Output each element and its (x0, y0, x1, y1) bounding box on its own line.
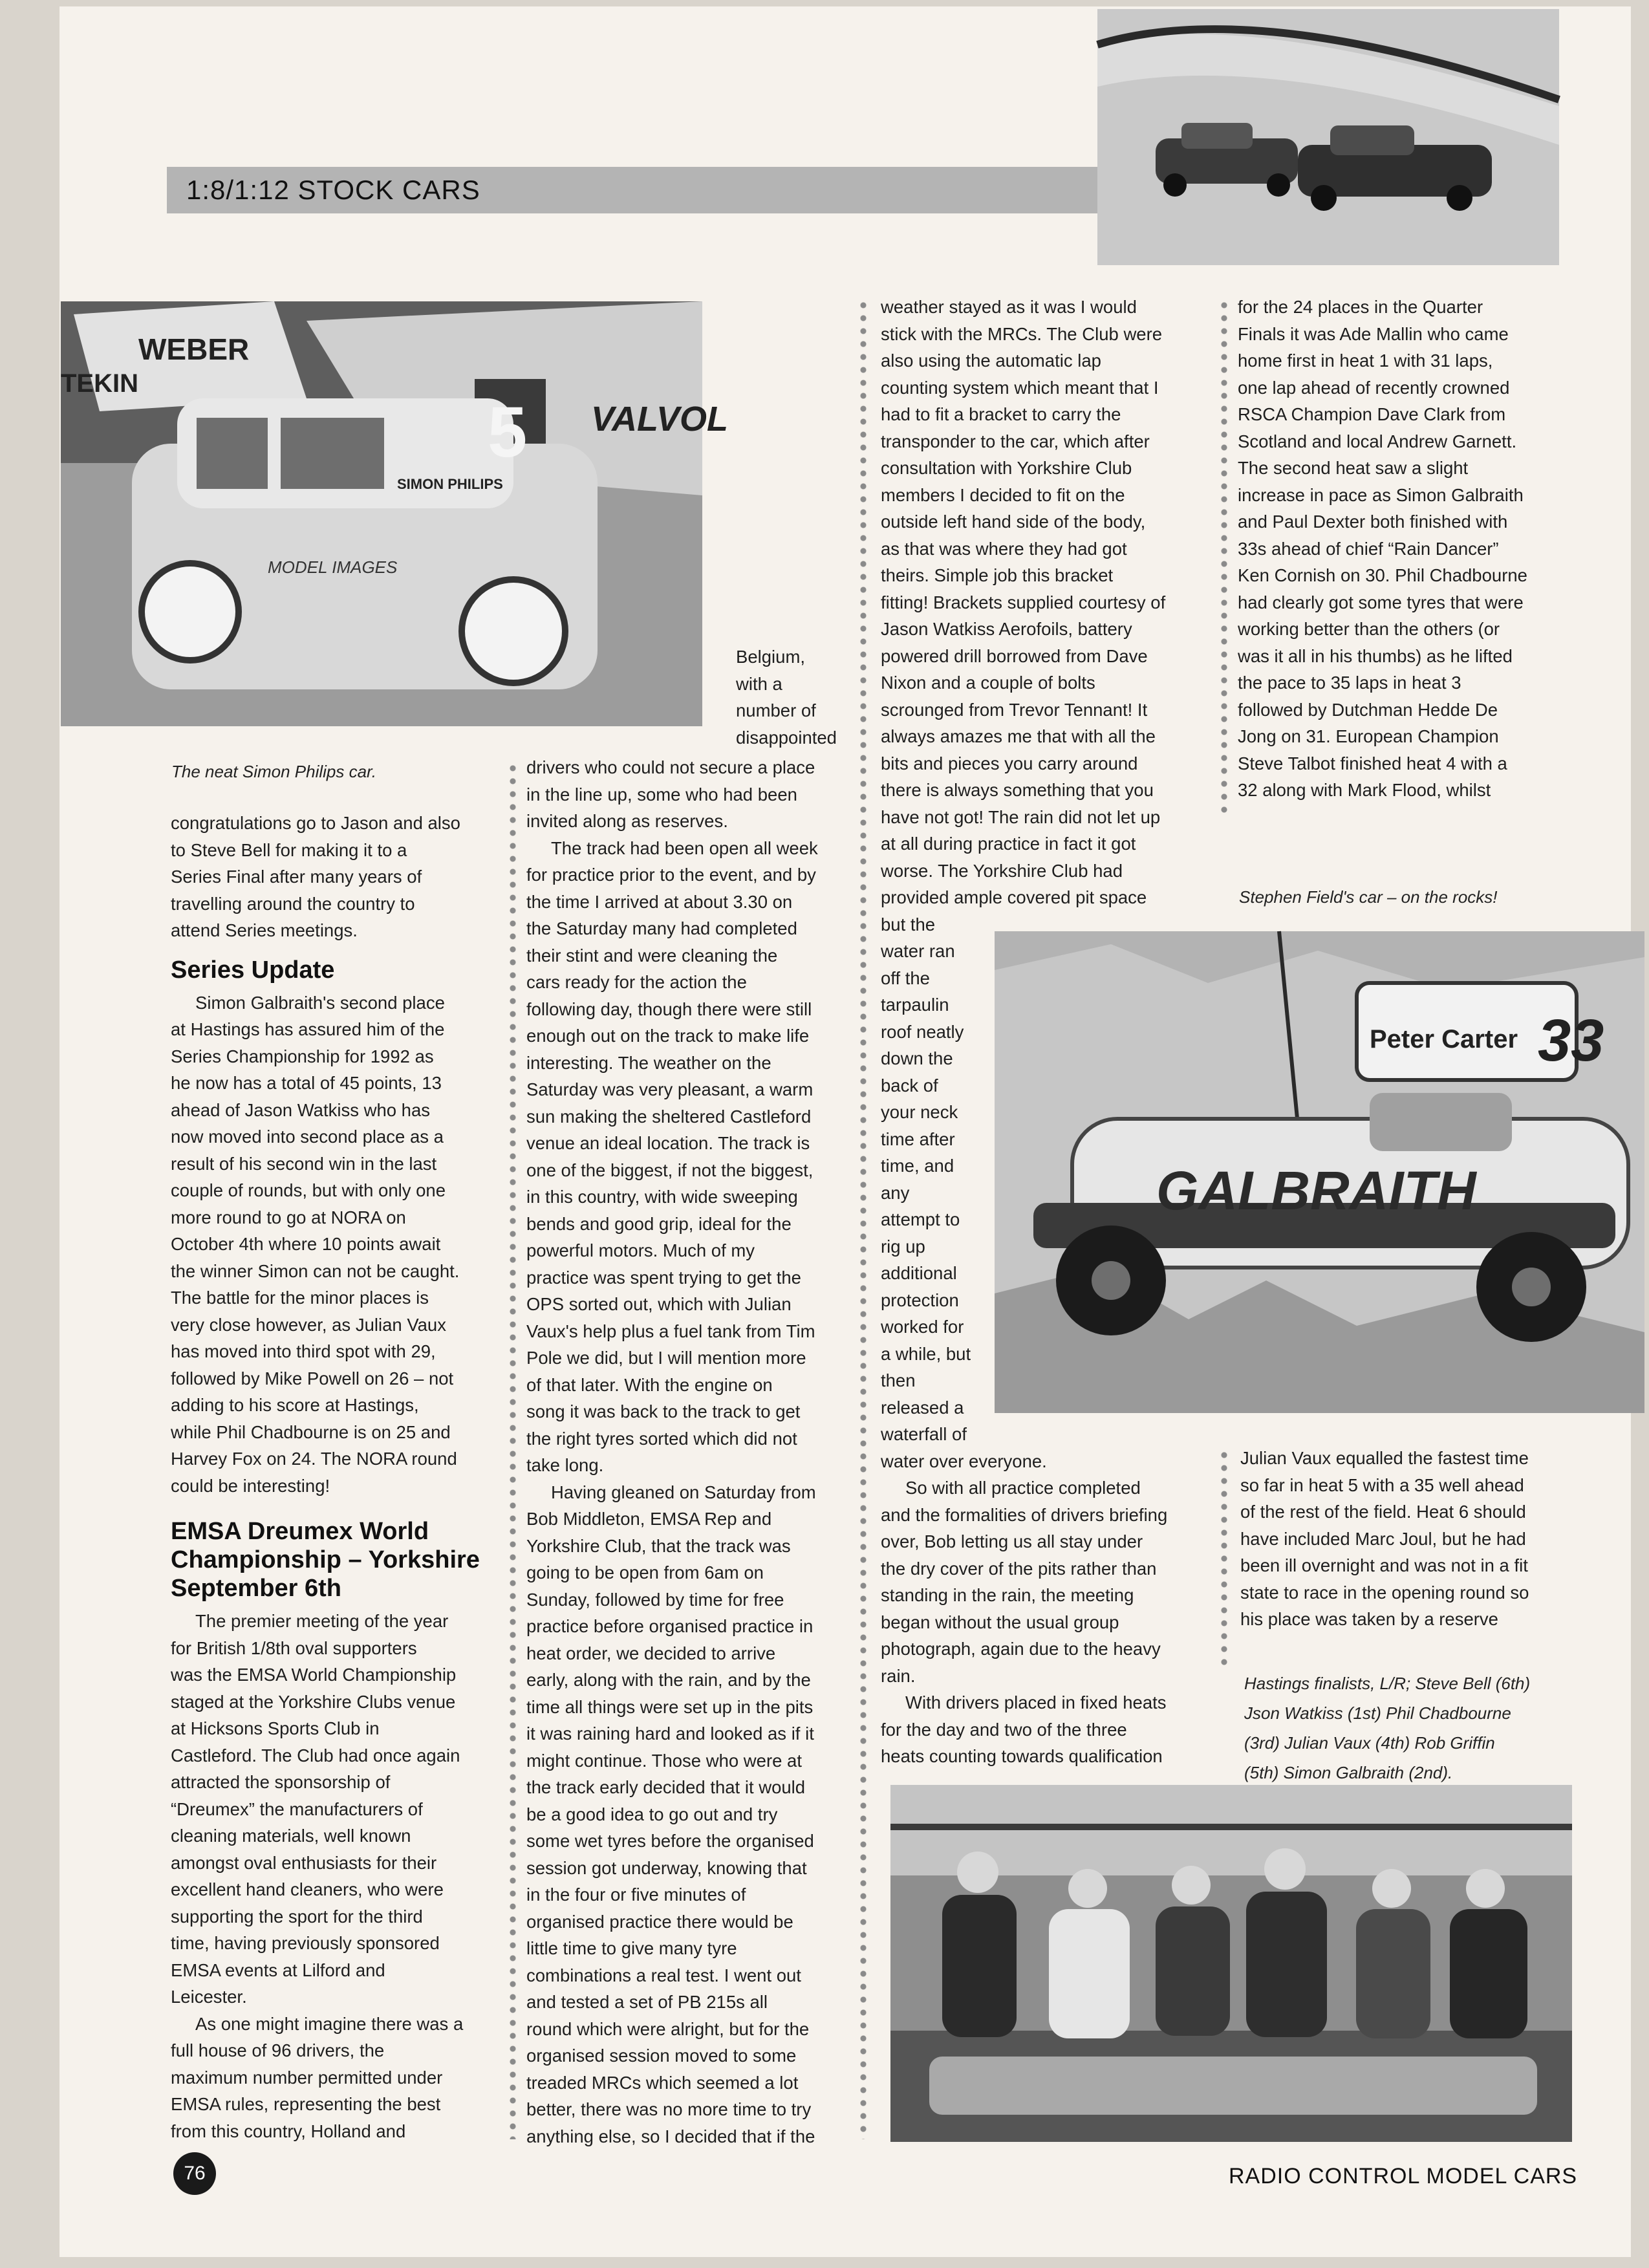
model-images-decal: MODEL IMAGES (268, 557, 398, 577)
text-line: while Phil Chadbourne is on 25 and (171, 1421, 451, 1442)
text-line: powered drill borrowed from Dave (881, 645, 1148, 666)
text-line: followed by Dutchman Hedde De (1238, 699, 1498, 720)
text-line: Series Championship for 1992 as (171, 1046, 434, 1066)
emsa-heading-line: Championship – Yorkshire (171, 1546, 480, 1573)
text-line: RSCA Champion Dave Clark from (1238, 404, 1506, 424)
text-line: his place was taken by a reserve (1240, 1609, 1498, 1629)
text-line: practice was spent trying to get the (526, 1267, 801, 1288)
text-line: and Paul Dexter both finished with (1238, 512, 1508, 532)
text-line: supporting the sport for the third (171, 1906, 423, 1927)
text-line: a while, but (881, 1343, 971, 1364)
text-line: Sunday, followed by time for free (526, 1589, 784, 1610)
text-line: has moved into third spot with 29, (171, 1341, 436, 1361)
text-line: state to race in the opening round so (1240, 1582, 1529, 1603)
weber-decal: WEBER (138, 332, 250, 366)
text-line: Vaux's help plus a fuel tank from Tim (526, 1321, 815, 1341)
text-line: Bob Middleton, EMSA Rep and (526, 1509, 772, 1529)
text-line: with a (736, 673, 782, 694)
emsa-heading-line: EMSA Dreumex World (171, 1518, 429, 1545)
text-line: So with all practice completed (905, 1478, 1141, 1498)
text-line: anything else, so I decided that if the (526, 2126, 815, 2146)
text-line: Leicester. (171, 1987, 247, 2007)
text-line: attend Series meetings. (171, 920, 358, 940)
text-line: additional (881, 1263, 957, 1283)
text-line: the time I arrived at about 3.30 on (526, 891, 793, 912)
text-line: of the rest of the field. Heat 6 should (1240, 1502, 1526, 1522)
text-line: as that was where they had got (881, 538, 1127, 559)
column-separator-2 (860, 299, 867, 2139)
text-line: ahead of Jason Watkiss who has (171, 1099, 431, 1120)
text-line: early, along with the rain, and by the (526, 1670, 811, 1690)
text-line: attempt to (881, 1209, 960, 1229)
text-line: and tested a set of PB 215s all (526, 1992, 768, 2012)
text-line: back of (881, 1075, 938, 1096)
text-line: round which were alright, but for the (526, 2018, 810, 2039)
text-line: in the four or five minutes of (526, 1885, 746, 1905)
text-line: time after (881, 1129, 955, 1149)
text-line: little time to give many tyre (526, 1938, 737, 1958)
text-line: travelling around the country to (171, 893, 415, 914)
caption-stephen-field: Stephen Field's car – on the rocks! (1239, 887, 1498, 907)
column-2 (526, 754, 856, 2150)
caption-line: (5th) Simon Galbraith (2nd). (1244, 1763, 1453, 1782)
magazine-name: RADIO CONTROL MODEL CARS (1229, 2164, 1578, 2188)
text-line: so far in heat 5 with a 35 well ahead (1240, 1474, 1524, 1495)
text-line: practice before organised practice in (526, 1616, 814, 1636)
text-line: to Steve Bell for making it to a (171, 839, 407, 860)
text-line: released a (881, 1397, 964, 1418)
text-line: take long. (526, 1455, 604, 1475)
text-line: time, having previously sponsored (171, 1933, 440, 1953)
text-line: off the (881, 967, 930, 988)
text-line: at Hastings has assured him of the (171, 1019, 445, 1039)
text-line: began without the usual group (881, 1612, 1119, 1632)
text-line: Nixon and a couple of bolts (881, 673, 1095, 693)
text-line: Jong on 31. European Champion (1238, 726, 1499, 746)
text-line: photograph, again due to the heavy (881, 1639, 1161, 1659)
text-line: attracted the sponsorship of (171, 1772, 391, 1792)
text-line: number of (736, 700, 816, 720)
text-line: at all during practice in fact it got (881, 834, 1136, 854)
text-line: working better than the others (or (1238, 619, 1500, 639)
text-line: could be interesting! (171, 1475, 330, 1496)
text-line: maximum number permitted under (171, 2067, 443, 2088)
hastings-finalists-photo (890, 1785, 1572, 2142)
text-line: session got underway, knowing that (526, 1857, 807, 1878)
text-line: and the formalities of drivers briefing (881, 1504, 1168, 1525)
text-line: bends and good grip, ideal for the (526, 1213, 792, 1234)
text-line: increase in pace as Simon Galbraith (1238, 484, 1524, 505)
text-line: Finals it was Ade Mallin who came (1238, 323, 1509, 344)
sponsor-decal: Peter Carter (1370, 1025, 1518, 1053)
galbraith-car-photo (995, 931, 1644, 1413)
text-line: excellent hand cleaners, who were (171, 1879, 444, 1899)
text-line: invited along as reserves. (526, 811, 728, 831)
text-line: for the day and two of the three (881, 1719, 1127, 1740)
text-line: Saturday was very pleasant, a warm (526, 1079, 814, 1099)
text-line: 32 along with Mark Flood, whilst (1238, 780, 1491, 800)
track-photo-image (1097, 9, 1559, 265)
text-line: the right tyres sorted which did not (526, 1428, 797, 1449)
text-line: amongst oval enthusiasts for their (171, 1852, 437, 1873)
text-line: in this country, with wide sweeping (526, 1187, 798, 1207)
text-line: the track early decided that it would (526, 1777, 806, 1797)
text-line: provided ample covered pit space (881, 887, 1147, 907)
text-line: EMSA events at Lilford and (171, 1960, 385, 1980)
text-line: had to fit a bracket to carry the (881, 404, 1121, 424)
text-line: have not got! The rain did not let up (881, 806, 1161, 827)
text-line: more round to go at NORA on (171, 1207, 406, 1227)
galbraith-decal: GALBRAITH (1156, 1160, 1476, 1221)
text-line: rig up (881, 1236, 925, 1257)
text-line: for practice prior to the event, and by (526, 865, 816, 885)
section-banner (167, 167, 1098, 213)
text-line: congratulations go to Jason and also (171, 813, 460, 833)
text-line: down the (881, 1048, 953, 1068)
text-line: in the line up, some who had been (526, 784, 797, 805)
column-separator-3 (1221, 299, 1227, 816)
text-line: The track had been open all week (551, 837, 818, 858)
section-title: 1:8/1:12 STOCK CARS (186, 175, 480, 205)
caption-simon-philips: The neat Simon Philips car. (171, 762, 376, 781)
simon-philips-car-photo (61, 301, 729, 726)
text-line: going to be open from 6am on (526, 1562, 764, 1582)
text-line: following day, though there were still (526, 999, 812, 1019)
text-line: their stint and were cleaning the (526, 945, 778, 966)
text-line: combinations a real test. I went out (526, 1965, 801, 1985)
caption-line: Hastings finalists, L/R; Steve Bell (6th) (1244, 1674, 1531, 1693)
text-line: theirs. Simple job this bracket (881, 565, 1114, 585)
caption-line: Json Watkiss (1st) Phil Chadbourne (1244, 1703, 1511, 1723)
text-line: venue an ideal location. The track is (526, 1133, 810, 1153)
text-line: bits and pieces you carry around (881, 753, 1138, 773)
column-1 (171, 810, 501, 2144)
text-line: song it was back to the track to get (526, 1401, 801, 1421)
text-line: your neck (881, 1102, 958, 1122)
valvoline-decal: VALVOL (591, 400, 729, 438)
text-line: but the (881, 914, 936, 934)
text-line: Pole we did, but I will mention more (526, 1348, 806, 1368)
text-line: was it all in his thumbs) as he lifted (1238, 645, 1513, 666)
text-line: followed by Mike Powell on 26 – not (171, 1368, 454, 1388)
text-line: waterfall of (881, 1424, 967, 1444)
text-line: October 4th where 10 points await (171, 1234, 441, 1254)
text-line: enough out on the track to make life (526, 1026, 810, 1046)
text-line: scrounged from Trevor Tennant! It (881, 699, 1148, 720)
text-line: Jason Watkiss Aerofoils, battery (881, 619, 1132, 639)
text-line: Ken Cornish on 30. Phil Chadbourne (1238, 565, 1527, 585)
text-line: The second heat saw a slight (1238, 458, 1469, 478)
text-line: The battle for the minor places is (171, 1288, 429, 1308)
text-line: worse. The Yorkshire Club had (881, 860, 1123, 881)
text-line: Scotland and local Andrew Garnett. (1238, 431, 1517, 451)
text-line: weather stayed as it was I would (881, 297, 1137, 317)
text-line: any (881, 1182, 910, 1203)
text-line: time, and (881, 1156, 954, 1176)
column-4-continued (1240, 1445, 1570, 1633)
text-line: disappointed (736, 727, 837, 748)
text-line: interesting. The weather on the (526, 1052, 771, 1073)
text-line: for the 24 places in the Quarter (1238, 297, 1483, 317)
car-number-decal: 5 (488, 393, 528, 472)
text-line: there is always something that you (881, 780, 1154, 800)
emsa-heading-line: September 6th (171, 1575, 341, 1602)
text-line: tarpaulin (881, 995, 949, 1015)
caption-hastings-finalists (1244, 1669, 1568, 1787)
text-line: The premier meeting of the year (195, 1611, 449, 1631)
text-line: sun making the sheltered Castleford (526, 1106, 812, 1127)
text-line: it was raining hard and looked as if it (526, 1723, 814, 1744)
text-line: water ran (881, 941, 955, 961)
text-line: Julian Vaux equalled the fastest time (1240, 1448, 1529, 1468)
text-line: better, there was no more time to try (526, 2099, 812, 2119)
text-line: organised session moved to some (526, 2046, 797, 2066)
text-line: rain. (881, 1665, 916, 1686)
column-2-beside-photo (736, 643, 852, 751)
text-line: “Dreumex” the manufacturers of (171, 1798, 423, 1819)
text-line: heat order, we decided to arrive (526, 1643, 776, 1663)
text-line: consultation with Yorkshire Club (881, 458, 1132, 478)
text-line: outside left hand side of the body, (881, 512, 1146, 532)
text-line: one of the biggest, if not the biggest, (526, 1160, 814, 1180)
text-line: protection (881, 1290, 959, 1310)
text-line: drivers who could not secure a place (526, 757, 815, 777)
text-line: organised practice there would be (526, 1911, 793, 1932)
text-line: the Saturday many had completed (526, 918, 797, 938)
car-number-decal: 33 (1538, 1008, 1604, 1074)
text-line: OPS sorted out, which with Julian (526, 1294, 792, 1314)
text-line: was the EMSA World Championship (171, 1665, 457, 1685)
simon-philips-decal: SIMON PHILIPS (397, 476, 503, 492)
text-line: counting system which meant that I (881, 377, 1159, 398)
text-line: Steve Talbot finished heat 4 with a (1238, 753, 1507, 773)
text-line: Having gleaned on Saturday from (551, 1482, 816, 1502)
text-line: worked for (881, 1317, 964, 1337)
column-separator-4 (1221, 1449, 1227, 1669)
text-line: home first in heat 1 with 31 laps, (1238, 351, 1493, 371)
hastings-finalists-image (890, 1785, 1572, 2142)
text-line: had clearly got some tyres that were (1238, 592, 1524, 612)
text-line: stick with the MRCs. The Club were (881, 323, 1163, 344)
text-line: Simon Galbraith's second place (195, 992, 445, 1013)
text-line: at Hicksons Sports Club in (171, 1718, 380, 1738)
text-line: standing in the rain, the meeting (881, 1585, 1134, 1605)
text-line: for British 1/8th oval supporters (171, 1637, 417, 1658)
text-line: roof neatly (881, 1021, 964, 1042)
text-line: one lap ahead of recently crowned (1238, 377, 1510, 398)
text-line: then (881, 1370, 916, 1390)
column-4 (1238, 294, 1568, 804)
text-line: 33s ahead of chief “Rain Dancer” (1238, 538, 1499, 559)
text-line: time all things were set up in the pits (526, 1696, 814, 1717)
text-line: the winner Simon can not be caught. (171, 1260, 460, 1281)
text-line: couple of rounds, but with only one (171, 1180, 446, 1200)
text-line: over, Bob letting us all stay under (881, 1531, 1143, 1551)
tekin-decal: TEKIN (61, 369, 138, 398)
text-line: might continue. Those who were at (526, 1750, 802, 1771)
column-separator-1 (510, 762, 516, 2139)
text-line: full house of 96 drivers, the (171, 2040, 385, 2060)
page-number: 76 (173, 2152, 216, 2195)
text-line: now moved into second place as a (171, 1127, 444, 1147)
text-line: been ill overnight and was not in a fit (1240, 1555, 1528, 1575)
narrow-text-block (881, 911, 978, 1448)
text-line: EMSA rules, representing the best (171, 2094, 441, 2114)
text-line: Belgium, (736, 647, 805, 667)
text-line: result of his second win in the last (171, 1153, 437, 1174)
text-line: the dry cover of the pits rather than (881, 1558, 1157, 1579)
text-line: Series Final after many years of (171, 867, 422, 887)
text-line: powerful motors. Much of my (526, 1240, 755, 1260)
text-line: adding to his score at Hastings, (171, 1395, 419, 1415)
text-line: have included Marc Joul, but he had (1240, 1528, 1526, 1549)
text-line: Harvey Fox on 24. The NORA round (171, 1449, 457, 1469)
caption-line: (3rd) Julian Vaux (4th) Rob Griffin (1244, 1733, 1495, 1753)
text-line: always amazes me that with all the (881, 726, 1156, 746)
text-line: staged at the Yorkshire Clubs venue (171, 1691, 456, 1712)
text-line: heats counting towards qualification (881, 1746, 1163, 1766)
text-line: be a good idea to go out and try (526, 1804, 778, 1824)
text-line: As one might imagine there was a (195, 2013, 464, 2034)
emsa-heading (171, 1517, 501, 1603)
text-line: fitting! Brackets supplied courtesy of (881, 592, 1166, 612)
text-line: of that later. With the engine on (526, 1374, 773, 1395)
text-line: treaded MRCs which seemed a lot (526, 2072, 799, 2093)
text-line: cleaning materials, well known (171, 1826, 411, 1846)
galbraith-car-image (995, 931, 1644, 1413)
track-photo (1097, 9, 1559, 265)
text-line: he now has a total of 45 points, 13 (171, 1073, 442, 1093)
text-line: some wet tyres before the organised (526, 1831, 814, 1851)
text-line: cars ready for the action the (526, 972, 747, 992)
text-line: the pace to 35 laps in heat 3 (1238, 673, 1461, 693)
text-line: members I decided to fit on the (881, 484, 1125, 505)
series-update-heading: Series Update (171, 956, 335, 984)
text-line: transponder to the car, which after (881, 431, 1150, 451)
text-line: from this country, Holland and (171, 2121, 406, 2141)
text-line: also using the automatic lap (881, 351, 1101, 371)
text-line: water over everyone. (881, 1451, 1047, 1471)
text-line: Yorkshire Club, that the track was (526, 1535, 791, 1556)
text-line: Castleford. The Club had once again (171, 1745, 460, 1766)
text-line: With drivers placed in fixed heats (905, 1692, 1167, 1712)
text-line: very close however, as Julian Vaux (171, 1314, 446, 1335)
simon-philips-car-image (61, 301, 729, 726)
